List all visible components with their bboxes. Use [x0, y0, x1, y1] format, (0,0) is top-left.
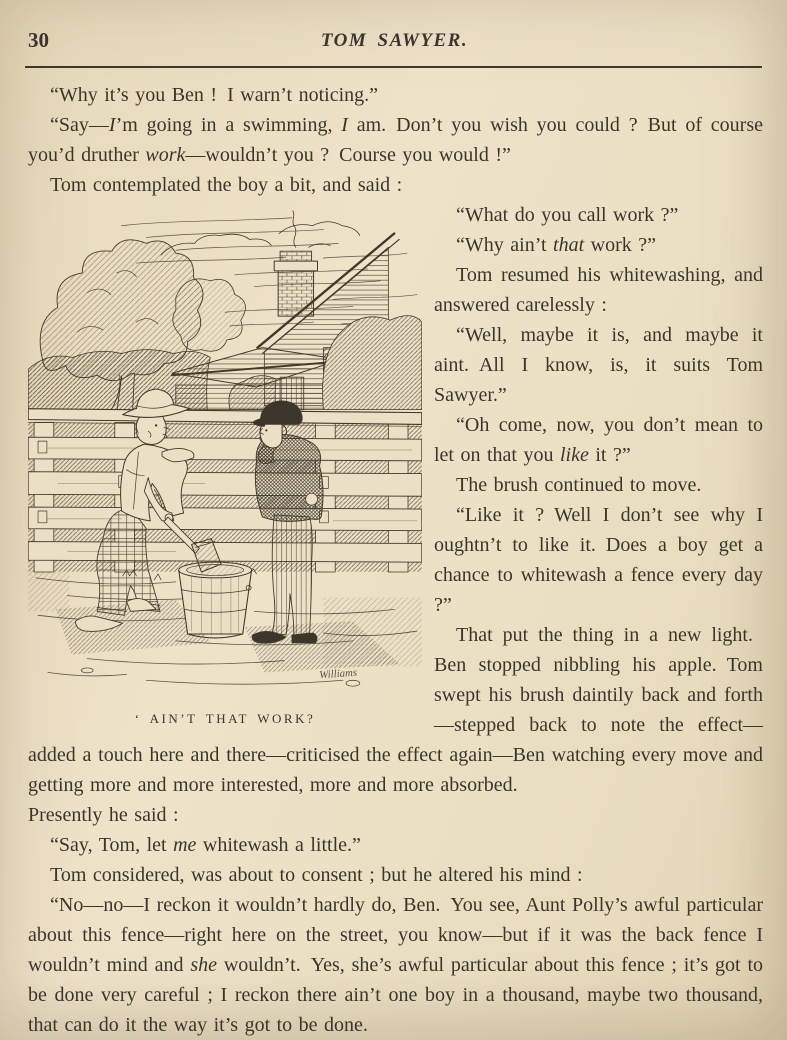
paragraph: Presently he said :	[28, 804, 179, 826]
paragraph: “Well, maybe it is, and maybe it aint. All I know, is, it suits Tom Sawyer.”	[434, 324, 763, 406]
cloud-outlines	[161, 222, 360, 255]
paragraph: “Say, Tom, let me whitewash a little.”	[50, 834, 361, 856]
paragraph: Tom considered, was about to consent ; but he altered his mind :	[50, 864, 583, 886]
hedge	[28, 350, 210, 411]
paragraph: Tom contemplated the boy a bit, and said :	[50, 174, 403, 196]
fence-top-rail	[28, 409, 422, 425]
illustration-caption: ‘ AIN’T THAT WORK?	[134, 711, 316, 726]
fence-illustration	[28, 204, 422, 734]
paragraph: “What do you call work ?”	[456, 204, 679, 226]
paragraph: “Why it’s you Ben ! I warn’t noticing.”	[50, 84, 379, 106]
fence	[28, 409, 422, 572]
paragraph: That put the thing in a new light. Ben stopped nibbling his apple. Tom swept his brush daintily back and forth—stepped back to note the effect—added a touch here and there—criticised the effect again—Ben watching every move and getting more and more interested, more and more absorbed.	[28, 624, 763, 796]
paragraph: “No—no—I reckon it wouldn’t hardly do, Ben. You see, Aunt Polly’s awful particular about this fence—right here on the street, you know—but if it was the back fence I wouldn’t mind and she wouldn’t. Yes, she’s awful particular about this fence ; it’s got to be done very careful ; I reckon there ain’t one boy in a thousand, maybe two thousand, that can do it the way it’s got to be done.	[28, 894, 763, 1036]
illustrator-signature: Williams	[318, 666, 358, 682]
ben-shoe	[292, 633, 317, 643]
chimney	[278, 269, 313, 316]
paragraph: The brush continued to move.	[456, 474, 702, 496]
opening-paragraphs	[28, 80, 763, 200]
paragraph: “Why ain’t that work ?”	[456, 234, 657, 256]
page-number: 30	[28, 28, 49, 52]
header-rule	[25, 66, 762, 68]
paragraph: Tom resumed his whitewashing, and answered carelessly :	[434, 264, 763, 316]
page-header	[0, 0, 787, 56]
tom-head	[136, 415, 166, 445]
ben-trousers	[272, 515, 312, 635]
whitewashing-scene-drawing	[28, 204, 422, 696]
paragraph: “Like it ? Well I don’t see why I oughtn’t to like it. Does a boy get a chance to whitewash a fence every day ?”	[434, 504, 763, 616]
paragraph: “Say—I’m going in a swimming, I am. Don’t you wish you could ? But of course you’d druther work—wouldn’t you ? Course you would !”	[28, 114, 763, 166]
page-body	[0, 80, 787, 1040]
running-title: TOM SAWYER.	[320, 30, 469, 51]
chimney-smoke	[293, 211, 296, 247]
whitewash-bucket	[179, 562, 252, 638]
paragraph: “Oh come, now, you don’t mean to let on that you like it ?”	[434, 414, 763, 466]
